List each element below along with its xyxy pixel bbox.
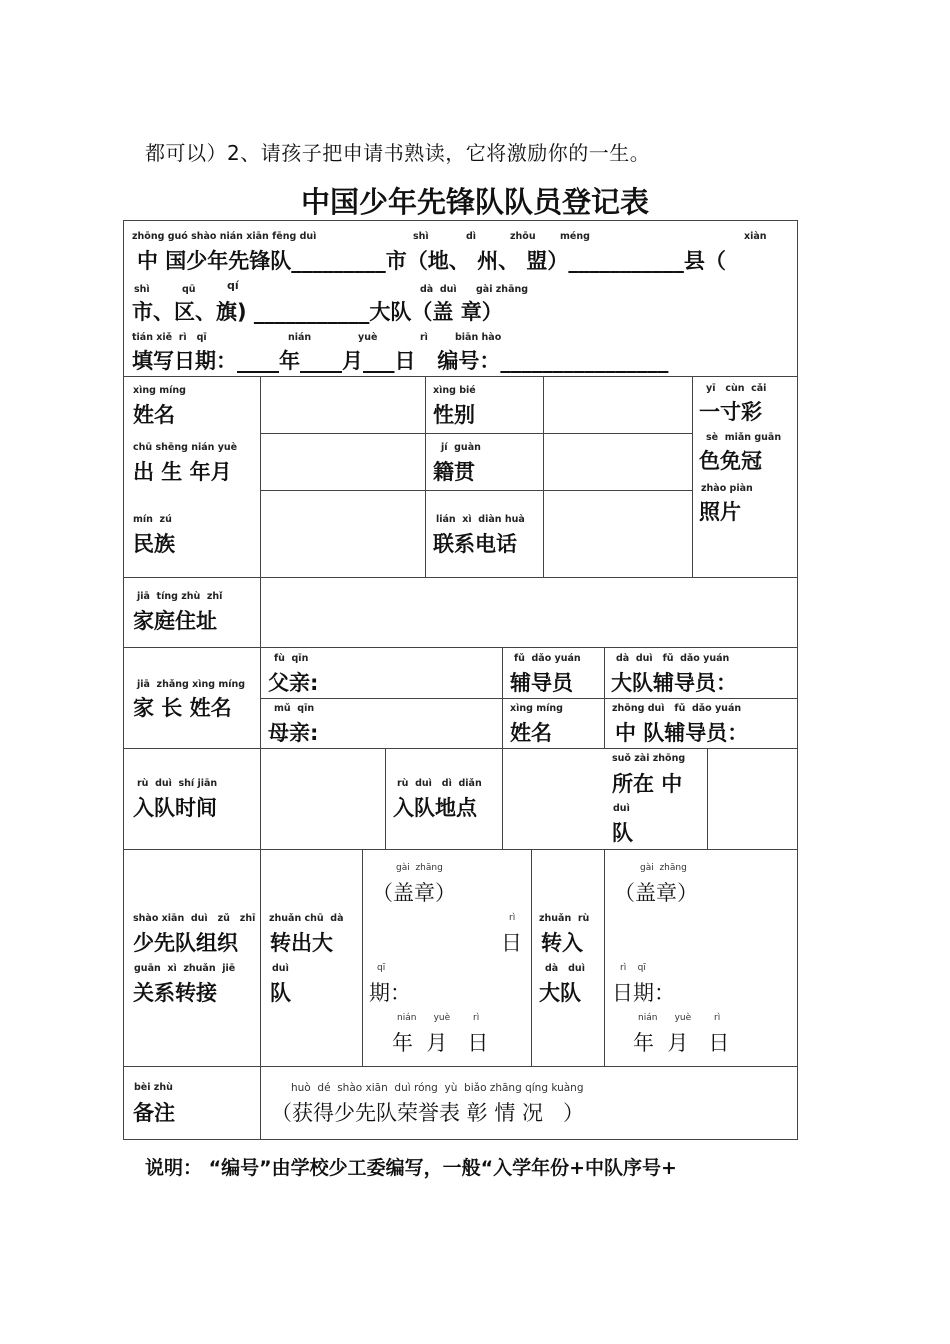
native-place-label: 籍贯 xyxy=(433,460,475,484)
pinyin: dà duì xyxy=(545,963,585,974)
pinyin: shào xiān duì zǔ zhī xyxy=(133,913,256,924)
pinyin: qī xyxy=(377,963,386,973)
pinyin: qí xyxy=(227,279,239,292)
pinyin: méng xyxy=(560,231,590,242)
pinyin: nián yuè rì xyxy=(638,1013,721,1023)
pinyin: gài zhāng xyxy=(476,284,529,295)
phone-label: 联系电话 xyxy=(433,532,517,556)
pinyin: biān hào xyxy=(455,332,502,343)
pinyin: chū shēng nián yuè xyxy=(133,442,238,453)
brigade-line: 市、区、旗) ___________大队（盖 章） xyxy=(132,300,503,324)
pinyin: tián xiě rì qī xyxy=(132,332,207,343)
parent-name-label: 家 长 姓名 xyxy=(133,696,232,720)
pinyin: gài zhāng xyxy=(396,863,443,873)
date-number-line: 填写日期：____年____月___日 编号：________________ xyxy=(132,349,669,373)
pinyin: mǔ qīn xyxy=(274,703,315,714)
mother-label: 母亲: xyxy=(268,721,319,745)
transfer-in-label-2: 大队 xyxy=(539,981,581,1005)
stamp-in: （盖章） xyxy=(614,881,698,905)
pinyin: xìng bié xyxy=(433,385,476,396)
pinyin: zhuǎn rù xyxy=(539,913,590,924)
photo-label-1: 一寸彩 xyxy=(699,400,762,424)
pinyin: shì xyxy=(134,284,150,295)
pinyin: nián xyxy=(288,332,312,343)
brigade-counselor-label: 大队辅导员： xyxy=(611,671,737,695)
pinyin: bèi zhù xyxy=(134,1082,173,1093)
pinyin: huò dé shào xiān duì róng yù biǎo zhāng qíng kuàng xyxy=(291,1082,584,1094)
pinyin: zhōng guó shào nián xiān fēng duì xyxy=(132,231,317,242)
father-label: 父亲: xyxy=(268,671,319,695)
form-title: 中国少年先锋队队员登记表 xyxy=(300,185,649,219)
pinyin: rù duì dì diǎn xyxy=(397,778,482,789)
pinyin: zhào piàn xyxy=(701,483,753,494)
counselor-label: 辅导员 xyxy=(510,671,573,695)
pinyin: jí guàn xyxy=(441,442,481,453)
pinyin: xìng míng xyxy=(133,385,186,396)
pinyin: xìng míng xyxy=(510,703,563,714)
pinyin: yī cùn cǎi xyxy=(706,383,767,394)
date-in: 日期： xyxy=(612,981,675,1005)
transfer-in-label: 转入 xyxy=(541,931,583,955)
pinyin: duì xyxy=(272,963,289,974)
pinyin: zhōu xyxy=(510,231,536,242)
honors-note: （获得少先队荣誉表 彰 情 况 ） xyxy=(271,1101,585,1125)
pinyin: jiā tíng zhù zhǐ xyxy=(137,591,223,602)
address-label: 家庭住址 xyxy=(133,609,217,633)
photo-label-3: 照片 xyxy=(699,500,741,524)
date-qi: 期： xyxy=(369,981,411,1005)
pinyin: xiàn xyxy=(744,231,767,242)
pinyin: zhōng duì fǔ dǎo yuán xyxy=(612,703,742,714)
pinyin: fù qīn xyxy=(274,653,309,664)
pinyin: zhuǎn chū dà xyxy=(269,913,344,924)
counselor-name-label: 姓名 xyxy=(510,721,552,745)
pinyin: dà duì fǔ dǎo yuán xyxy=(616,653,730,664)
squad-label: 所在 中 xyxy=(612,772,683,796)
pinyin: qū xyxy=(182,284,196,295)
intro-text: 都可以）2、请孩子把申请书熟读，它将激励你的一生。 xyxy=(145,141,651,165)
pinyin: guān xì zhuǎn jiē xyxy=(134,963,236,974)
join-place-label: 入队地点 xyxy=(393,796,477,820)
squad-counselor-label: 中 队辅导员： xyxy=(615,721,749,745)
pinyin: duì xyxy=(613,803,630,814)
pinyin: fǔ dǎo yuán xyxy=(514,653,581,664)
pinyin: lián xì diàn huà xyxy=(436,514,525,525)
footer-note: 说明： “编号”由学校少工委编写，一般“入学年份+中队序号+ xyxy=(145,1157,677,1179)
pinyin: suǒ zài zhōng xyxy=(612,753,686,764)
pinyin: mín zú xyxy=(133,514,172,525)
remark-label: 备注 xyxy=(133,1101,175,1125)
pinyin: jiā zhǎng xìng míng xyxy=(137,679,246,690)
pinyin: dà duì xyxy=(420,284,457,295)
transfer-label-2: 关系转接 xyxy=(133,981,217,1005)
photo-label-2: 色免冠 xyxy=(699,449,762,473)
birth-label: 出 生 年月 xyxy=(133,460,232,484)
registration-table xyxy=(123,220,798,1140)
join-time-label: 入队时间 xyxy=(133,796,217,820)
ethnic-label: 民族 xyxy=(133,532,175,556)
squad-label-2: 队 xyxy=(612,821,633,845)
transfer-out-label: 转出大 xyxy=(270,931,333,955)
transfer-label: 少先队组织 xyxy=(133,931,238,955)
region-line: 中 国少年先锋队_________市（地、 州、 盟）___________县（ xyxy=(137,249,726,273)
stamp-out: （盖章） xyxy=(372,881,456,905)
pinyin: shì xyxy=(413,231,429,242)
pinyin: nián yuè rì xyxy=(397,1013,480,1023)
pinyin: sè miǎn guān xyxy=(706,432,782,443)
transfer-out-label-2: 队 xyxy=(270,981,291,1005)
date-ymd-in: 年 月 日 xyxy=(633,1031,730,1055)
name-label: 姓名 xyxy=(133,403,175,427)
pinyin: yuè xyxy=(358,332,378,343)
pinyin: rì xyxy=(509,913,516,923)
pinyin: gài zhāng xyxy=(640,863,687,873)
date-ri: 日 xyxy=(501,931,522,955)
pinyin: dì xyxy=(466,231,477,242)
pinyin: rù duì shí jiān xyxy=(137,778,218,789)
pinyin: rì qī xyxy=(620,963,646,973)
gender-label: 性别 xyxy=(433,403,475,427)
pinyin: rì xyxy=(420,332,428,343)
date-ymd-out: 年 月 日 xyxy=(392,1031,489,1055)
